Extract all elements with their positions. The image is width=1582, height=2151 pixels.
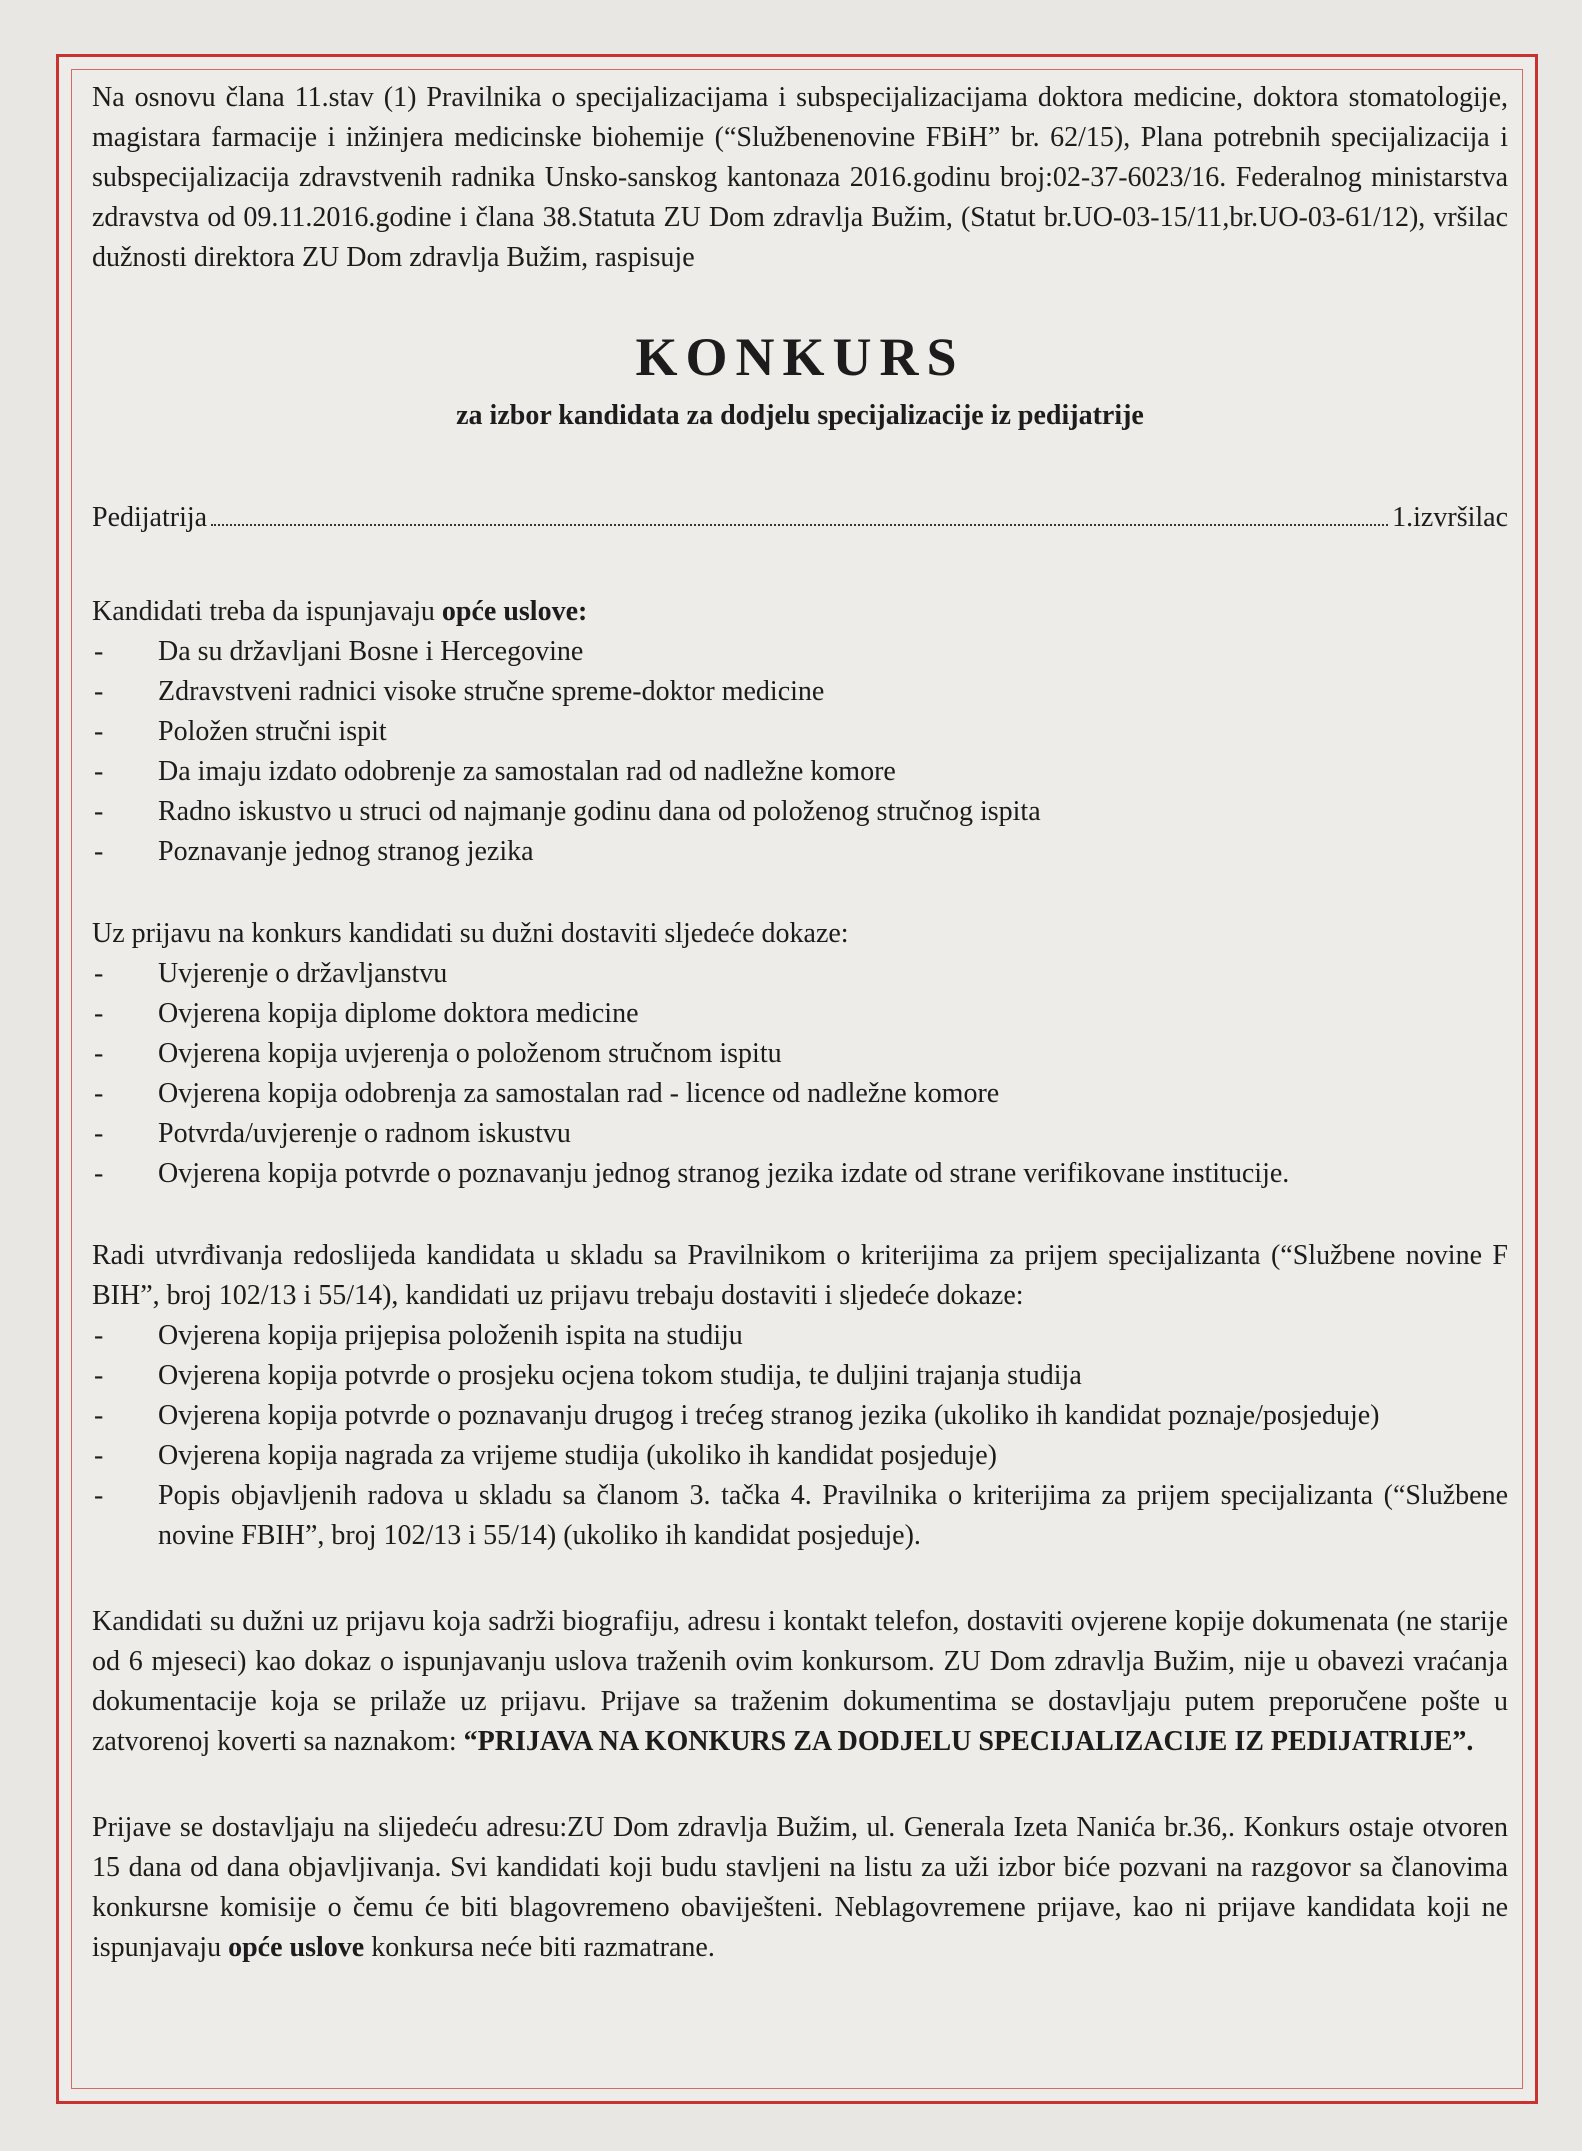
documents-intro: Uz prijavu na konkurs kandidati su dužni dostaviti sljedeće dokaze: [92,918,849,949]
list-item: - Ovjerena kopija diplome doktora medicine [92,994,1508,1034]
submission-label: “PRIJAVA NA KONKURS ZA DODJELU SPECIJALIZACIJE IZ PEDIJATRIJE”. [463,1726,1474,1757]
general-conditions-intro [92,592,1508,632]
list-item: - Popis objavljenih radova u skladu sa članom 3. tačka 4. Pravilnika o kriterijima za prijem specijalizanta (“Službene novine FBIH”, broj 102/13 i 55/14) (ukoliko ih kandidat posjeduje). [92,1476,1508,1556]
dotted-leader [211,524,1388,526]
list-item: - Ovjerena kopija odobrenja za samostalan rad - licence od nadležne komore [92,1074,1508,1114]
page-title: KONKURS [635,327,965,387]
submission-paragraph [92,1602,1508,1762]
page-subtitle: za izbor kandidata za dodjelu specijalizacije iz pedijatrije [456,400,1144,431]
list-item: - Ovjerena kopija nagrada za vrijeme studija (ukoliko ih kandidat posjeduje) [92,1436,1508,1476]
list-item: - Da su državljani Bosne i Hercegovine [92,632,1508,672]
list-item: - Da imaju izdato odobrenje za samostalan rad od nadležne komore [92,752,1508,792]
list-item: - Ovjerena kopija potvrde o prosjeku ocjena tokom studija, te duljini trajanja studija [92,1356,1508,1396]
list-item: - Ovjerena kopija uvjerenja o položenom stručnom ispitu [92,1034,1508,1074]
position-name: Pedijatrija [92,502,208,533]
ranking-intro: Radi utvrđivanja redoslijeda kandidata u skladu sa Pravilnikom o kriterijima za prijem specijalizanta (“Službene novine F BIH”, broj 102/13 i 55/14), kandidati uz prijavu trebaju dostaviti i sljedeće dokaze: [92,1240,1508,1311]
list-item: - Ovjerena kopija potvrde o poznavanju drugog i trećeg stranog jezika (ukoliko ih kandidat poznaje/posjeduje) [92,1396,1508,1436]
list-item: - Položen stručni ispit [92,712,1508,752]
position-count: 1.izvršilac [1392,502,1508,533]
position-line [92,498,1508,538]
intro-paragraph: Na osnovu člana 11.stav (1) Pravilnika o specijalizacijama i subspecijalizacijama doktora medicine, doktora stomatologije, magistara farmacije i inžinjera medicinske biohemije (“Službenenovine FBiH” br. 62/15), Plana potrebnih specijalizacija i subspecijalizacija zdravstvenih radnika Unsko-sanskog kantonaza 2016.godinu broj:02-37-6023/16. Federalnog ministarstva zdravstva od 09.11.2016.godine i člana 38.Statuta ZU Dom zdravlja Bužim, (Statut br.UO-03-15/11,br.UO-03-61/12), vršilac dužnosti direktora ZU Dom zdravlja Bužim, raspisuje [92,82,1508,273]
list-item: - Ovjerena kopija prijepisa položenih ispita na studiju [92,1316,1508,1356]
general-conditions-list [92,632,1508,872]
closing-paragraph [92,1808,1508,1968]
closing-bold: opće uslove [228,1932,365,1963]
closing-suffix: konkursa neće biti razmatrane. [364,1932,715,1963]
list-item: - Zdravstveni radnici visoke stručne spreme-doktor medicine [92,672,1508,712]
list-item: - Ovjerena kopija potvrde o poznavanju jednog stranog jezika izdate od strane verifikovane institucije. [92,1154,1508,1194]
general-intro-bold: opće uslove: [441,596,588,627]
document-body [92,78,1508,1968]
list-item: - Radno iskustvo u struci od najmanje godinu dana od položenog stručnog ispita [92,792,1508,832]
list-item: - Uvjerenje o državljanstvu [92,954,1508,994]
documents-list [92,954,1508,1194]
ranking-documents-list [92,1316,1508,1556]
list-item: - Potvrda/uvjerenje o radnom iskustvu [92,1114,1508,1154]
list-item: - Poznavanje jednog stranog jezika [92,832,1508,872]
submission-text: Kandidati su dužni uz prijavu koja sadrži biografiju, adresu i kontakt telefon, dostaviti ovjerene kopije dokumenata (ne starije od 6 mjeseci) kao dokaz o ispunjavanju uslova traženih ovim konkursom. ZU Dom zdravlja Bužim, nije u obavezi vraćanja dokumentacije koja se prilaže uz prijavu. Prijave sa traženim dokumentima se dostavljaju putem preporučene pošte u zatvorenoj koverti sa naznakom: [92,1606,1508,1757]
closing-text: Prijave se dostavljaju na slijedeću adresu:ZU Dom zdravlja Bužim, ul. Generala Izeta Nanića br.36,. Konkurs ostaje otvoren 15 dana od dana objavljivanja. Svi kandidati koji budu stavljeni na listu za uži izbor biće pozvani na razgovor sa članovima konkursne komisije o čemu će biti blagovremeno obaviješteni. Neblagovremene prijave, kao ni prijave kandidata koji ne ispunjavaju [92,1812,1508,1963]
general-intro-text: Kandidati treba da ispunjavaju [92,596,442,627]
